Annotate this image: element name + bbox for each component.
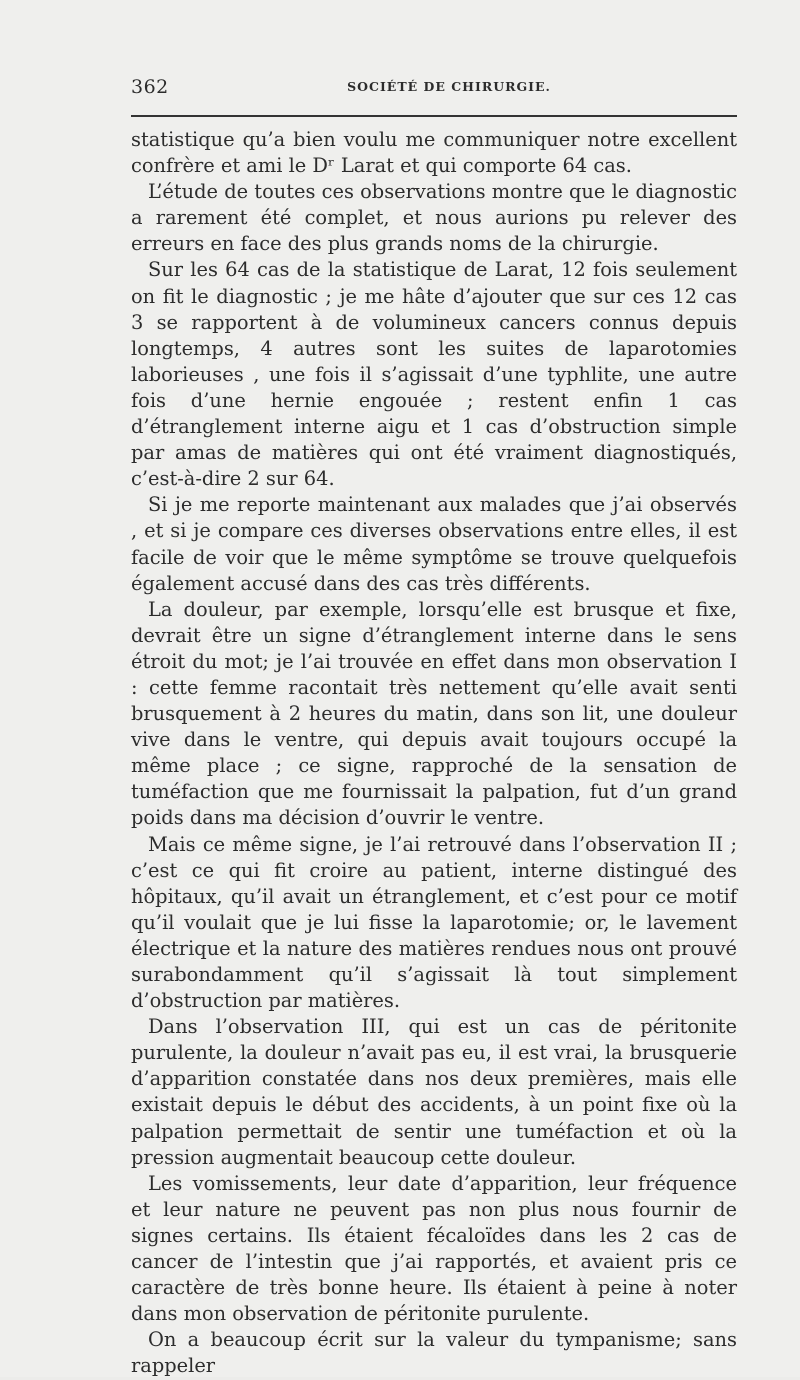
body-text <box>131 127 737 1380</box>
paragraph: On a beaucoup écrit sur la valeur du tympanisme; sans rappeler <box>131 1328 737 1378</box>
paragraph: L’étude de toutes ces observations montre que le diagnostic a rarement été complet, et nous aurions pu relever des erreurs en face des plus grands noms de la chirurgie. <box>131 180 737 256</box>
paragraph: Sur les 64 cas de la statistique de Larat, 12 fois seulement on fit le diagnostic ; je me hâte d’ajouter que sur ces 12 cas 3 se rapportent à de volumineux cancers connus depuis longtemps, 4 autres sont les suites de laparotomies laborieuses , une fois il s’agissait d’une typhlite, une autre fois d’une hernie engouée ; restent enfin 1 cas d’étranglement interne aigu et 1 cas d’obstruction simple par amas de matières qui ont été vraiment diagnostiqués, c’est-à-dire 2 sur 64. <box>131 258 737 491</box>
paragraph: Dans l’observation III, qui est un cas de péritonite purulente, la douleur n’avait pas eu, il est vrai, la brusquerie d’apparition constatée dans nos deux premières, mais elle existait depuis le début des accidents, à un point fixe où la palpation permettait de sentir une tuméfaction et où la pression augmentait beaucoup cette douleur. <box>131 1015 737 1169</box>
paragraph: Les vomissements, leur date d’apparition, leur fréquence et leur nature ne peuvent pas non plus nous fournir de signes certains. Ils étaient fécaloïdes dans les 2 cas de cancer de l’intestin que j’ai rapportés, et avaient pris ce caractère de très bonne heure. Ils étaient à peine à noter dans mon observation de péritonite purulente. <box>131 1171 737 1326</box>
header-rule <box>131 115 737 117</box>
paragraph: Mais ce même signe, je l’ai retrouvé dans l’observation II ; c’est ce qui fit croire au patient, interne distingué des hôpitaux, qu’il avait un étranglement, et c’est pour ce motif qu’il voulait que je lui fisse la laparotomie; or, le lavement électrique et la nature des matières rendues nous ont prouvé surabondamment qu’il s’agissait là tout simplement d’obstruction par matières. <box>131 832 737 1013</box>
paragraph-continuation: statistique qu’a bien voulu me communiquer notre excellent confrère et ami le Dʳ Larat et qui comporte 64 cas. <box>131 128 737 178</box>
running-head: SOCIÉTÉ DE CHIRURGIE. <box>347 79 551 94</box>
page-number: 362 <box>131 76 169 98</box>
paragraph: Si je me reporte maintenant aux malades que j’ai observés , et si je compare ces diverses observations entre elles, il est facile de voir que le même symptôme se trouve quelquefois également accusé dans des cas très différents. <box>131 493 737 595</box>
page-header <box>131 76 737 102</box>
paragraph: La douleur, par exemple, lorsqu’elle est brusque et fixe, devrait être un signe d’étranglement interne dans le sens étroit du mot; je l’ai trouvée en effet dans mon observation I : cette femme racontait très nettement qu’elle avait senti brusquement à 2 heures du matin, dans son lit, une douleur vive dans le ventre, qui depuis avait toujours occupé la même place ; ce signe, rapproché de la sensation de tuméfaction que me fournissait la palpation, fut d’un grand poids dans ma décision d’ouvrir le ventre. <box>131 597 737 830</box>
